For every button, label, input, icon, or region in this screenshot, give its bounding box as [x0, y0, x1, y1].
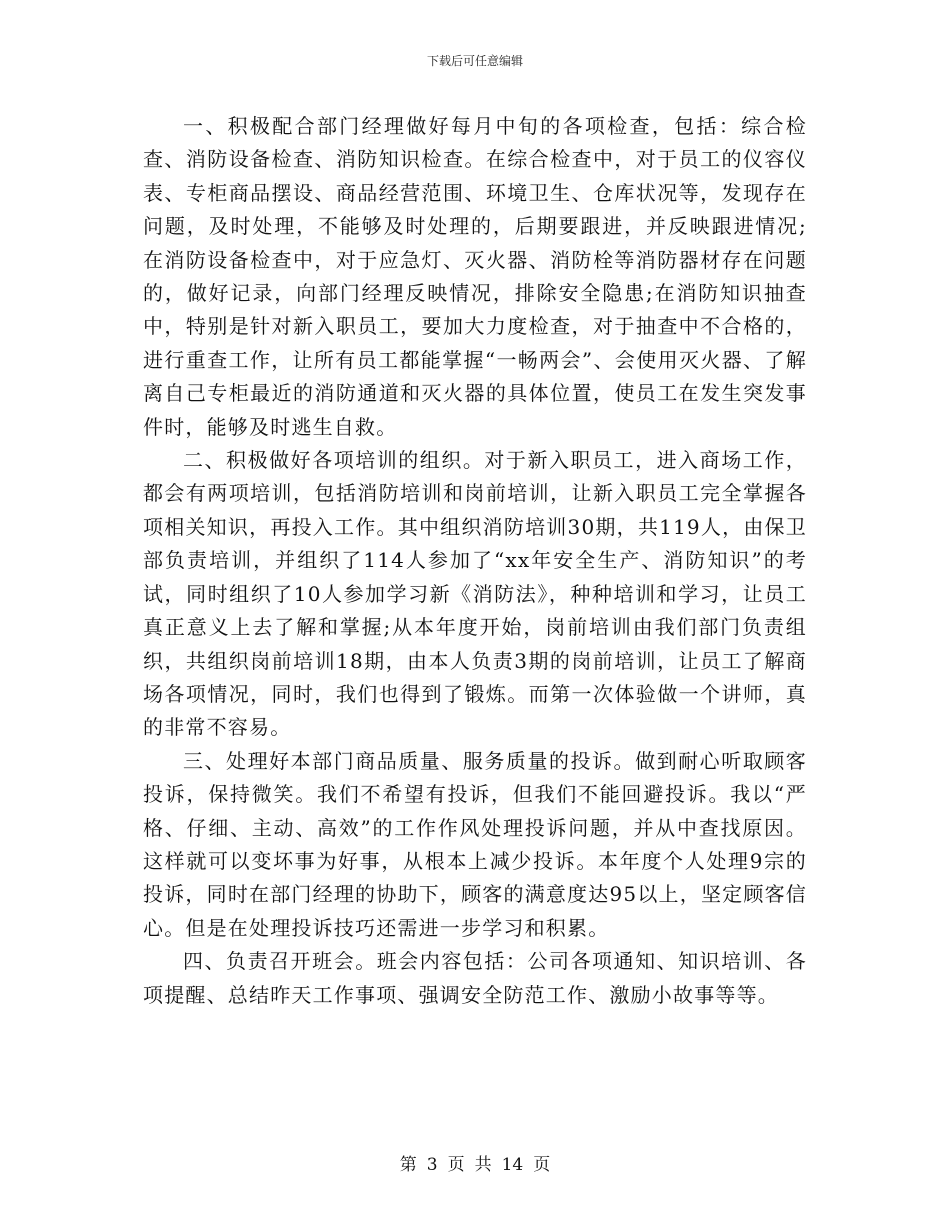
footer-label-ye: 页	[447, 1155, 465, 1175]
footer-label-gong: 共	[474, 1155, 492, 1175]
footer-label-di: 第	[399, 1155, 417, 1175]
page-footer	[0, 1154, 950, 1176]
paragraph-meetings: 四、负责召开班会。班会内容包括：公司各项通知、知识培训、各项提醒、总结昨天工作事项、强调安全防范工作、激励小故事等等。	[143, 949, 807, 1007]
paragraph-training: 二、积极做好各项培训的组织。对于新入职员工，进入商场工作，都会有两项培训，包括消防培训和岗前培训，让新入职员工完全掌握各项相关知识，再投入工作。其中组织消防培训30期，共119人，由保卫部负责培训，并组织了114人参加了“xx年安全生产、消防知识”的考试，同时组织了10人参加学习新《消防法》，种种培训和学习，让员工真正意义上去了解和掌握;从本年度开始，岗前培训由我们部门负责组织，共组织岗前培训18期，由本人负责3期的岗前培训，让员工了解商场各项情况，同时，我们也得到了锻炼。而第一次体验做一个讲师，真的非常不容易。	[143, 448, 807, 740]
footer-total-pages: 14	[501, 1155, 524, 1175]
footer-label-ye-end: 页	[533, 1155, 551, 1175]
paragraph-complaints: 三、处理好本部门商品质量、服务质量的投诉。做到耐心听取顾客投诉，保持微笑。我们不希望有投诉，但我们不能回避投诉。我以“严格、仔细、主动、高效”的工作作风处理投诉问题，并从中查找原因。这样就可以变坏事为好事，从根本上减少投诉。本年度个人处理9宗的投诉，同时在部门经理的协助下，顾客的满意度达95以上，坚定顾客信心。但是在处理投诉技巧还需进一步学习和积累。	[143, 748, 807, 940]
page-header-note: 下载后可任意编辑	[426, 54, 523, 68]
paragraph-inspections: 一、积极配合部门经理做好每月中旬的各项检查，包括：综合检查、消防设备检查、消防知识检查。在综合检查中，对于员工的仪容仪表、专柜商品摆设、商品经营范围、环境卫生、仓库状况等，发现存在问题，及时处理，不能够及时处理的，后期要跟进，并反映跟进情况;在消防设备检查中，对于应急灯、灭火器、消防栓等消防器材存在问题的，做好记录，向部门经理反映情况，排除安全隐患;在消防知识抽查中，特别是针对新入职员工，要加大力度检查，对于抽查中不合格的，进行重查工作，让所有员工都能掌握“一畅两会”、会使用灭火器、了解离自己专柜最近的消防通道和灭火器的具体位置，使员工在发生突发事件时，能够及时逃生自救。	[143, 114, 807, 439]
document-body	[143, 110, 807, 1012]
footer-current-page: 3	[426, 1155, 438, 1175]
